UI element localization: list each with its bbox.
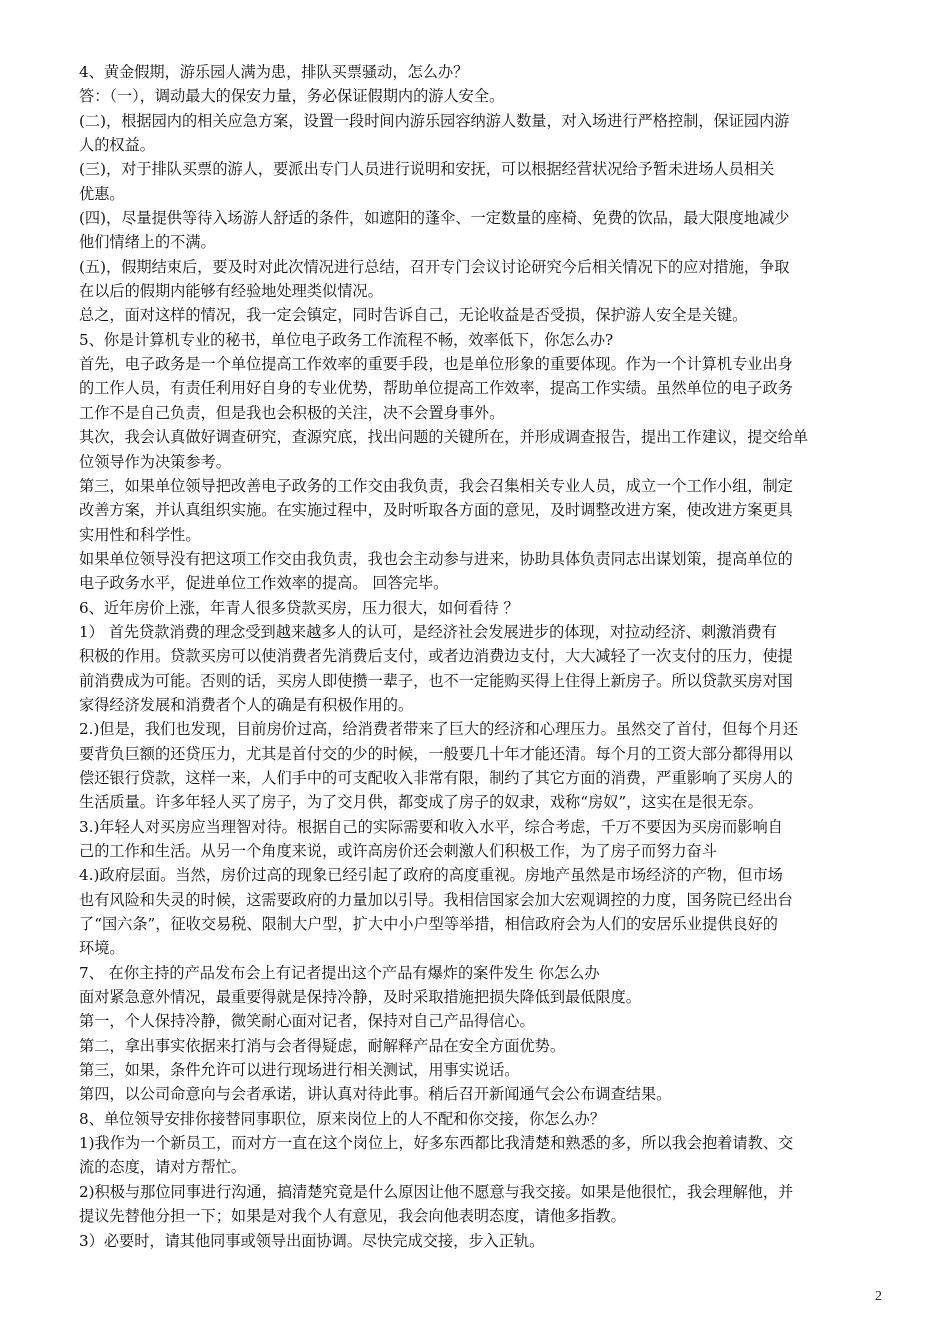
- text-line: (五)，假期结束后，要及时对此次情况进行总结，召开专门会议讨论研究今后相关情况下的应对措施，争取: [79, 257, 790, 276]
- text-line: 的工作人员，有责任利用好自身的专业优势，帮助单位提高工作效率，提高工作实绩。虽然单位的电子政务: [79, 379, 793, 398]
- text-line: 7、 在你主持的产品发布会上有记者提出这个产品有爆炸的案件发生 你怎么办: [79, 963, 600, 982]
- text-line: 3）必要时，请其他同事或领导出面协调。尽快完成交接，步入正轨。: [79, 1231, 545, 1250]
- text-line: 2.)但是，我们也发现，目前房价过高，给消费者带来了巨大的经济和心理压力。虽然交了首付，但每个月还: [79, 720, 799, 739]
- text-line: 第三，如果，条件允许可以进行现场进行相关测试，用事实说话。: [79, 1061, 520, 1080]
- text-line: 5、你是计算机专业的秘书，单位电子政务工作流程不畅，效率低下，你怎么办?: [79, 330, 614, 349]
- text-line: 6、近年房价上涨，年青人很多贷款买房，压力很大，如何看待 ？: [79, 598, 519, 617]
- text-line: 己的工作和生活。从另一个角度来说，或许高房价还会刺激人们积极工作，为了房子而努力奋斗: [79, 842, 717, 860]
- text-line: 8、单位领导安排你接替同事职位，原来岗位上的人不配和你交接，你怎么办？: [79, 1109, 606, 1128]
- text-line: 生活质量。许多年轻人买了房子，为了交月供，都变成了房子的奴隶，戏称“房奴”，这实在是很无奈。: [79, 793, 763, 812]
- text-line: 要背负巨额的还贷压力，尤其是首付交的少的时候，一般要几十年才能还清。每个月的工资大部分都得用以: [79, 744, 793, 763]
- text-line: 第四，以公司命意向与会者承诺，讲认真对待此事。稍后召开新闻通气会公布调查结果。: [79, 1085, 672, 1104]
- text-line: 家得经济发展和消费者个人的确是有积极作用的。: [79, 695, 414, 714]
- text-line: 优惠。: [79, 184, 125, 203]
- text-line: 1） 首先贷款消费的理念受到越来越多人的认可，是经济社会发展进步的体现，对拉动经济、刺激消费有: [79, 622, 777, 641]
- text-line: 积极的作用。贷款买房可以使消费者先消费后支付，或者边消费边支付，大大减轻了一次支付的压力，使提: [79, 647, 793, 666]
- text-line: 2)积极与那位同事进行沟通，搞清楚究竟是什么原因让他不愿意与我交接。如果是他很忙，我会理解他，并: [79, 1182, 794, 1201]
- text-line: 电子政务水平，促进单位工作效率的提高。 回答完毕。: [79, 574, 449, 593]
- text-line: 工作不是自己负责，但是我也会积极的关注，决不会置身事外。: [79, 403, 505, 422]
- text-line: 首先，电子政务是一个单位提高工作效率的重要手段，也是单位形象的重要体现。作为一个计算机专业出身: [79, 355, 793, 374]
- text-line: 第二，拿出事实依据来打消与会者得疑虑，耐解释产品在安全方面优势。: [79, 1036, 565, 1055]
- text-line: 如果单位领导没有把这项工作交由我负责，我也会主动参与进来，协助具体负责同志出谋划策，提高单位的: [79, 549, 793, 568]
- text-line: 4、黄金假期，游乐园人满为患，排队买票骚动，怎么办？: [79, 63, 469, 81]
- text-line: 第一，个人保持冷静，微笑耐心面对记者，保持对自己产品得信心。: [79, 1012, 535, 1031]
- text-line: 其次，我会认真做好调查研究，查源究底，找出问题的关键所在，并形成调查报告，提出工作建议，提交给单: [79, 428, 808, 447]
- page-number: 2: [875, 1289, 882, 1304]
- text-line: 在以后的假期内能够有经验地处理类似情况。: [79, 282, 383, 301]
- text-line: 位领导作为决策参考。: [79, 452, 231, 471]
- text-line: 偿还银行贷款，这样一来，人们手中的可支配收入非常有限，制约了其它方面的消费，严重影响了买房人的: [79, 768, 793, 787]
- text-line: 前消费成为可能。否则的话，买房人即使攒一辈子，也不一定能购买得上住得上新房子。所以贷款买房对国: [79, 671, 793, 690]
- text-line: 也有风险和失灵的时候，这需要政府的力量加以引导。我相信国家会加大宏观调控的力度，国务院已经出台: [79, 890, 793, 909]
- text-line: 改善方案，并认真组织实施。在实施过程中，及时听取各方面的意见，及时调整改进方案，使改进方案更具: [79, 501, 793, 520]
- text-line: 面对紧急意外情况，最重要得就是保持冷静，及时采取措施把损失降低到最低限度。: [79, 988, 641, 1007]
- text-line: (四)，尽量提供等待入场游人舒适的条件，如遮阳的蓬伞、一定数量的座椅、免费的饮品，最大限度地减少: [79, 209, 790, 228]
- text-line: 环境。: [79, 939, 125, 958]
- text-line: 他们情绪上的不满。: [79, 233, 216, 252]
- text-line: 了“国六条”，征收交易税、限制大户型，扩大中小户型等举措，相信政府会为人们的安居乐业提供良好的: [79, 915, 778, 934]
- text-line: 流的态度，请对方帮忙。: [79, 1158, 247, 1177]
- text-line: 实用性和科学性。: [79, 525, 201, 544]
- text-line: (二)，根据园内的相关应急方案，设置一段时间内游乐园容纳游人数量，对入场进行严格控制，保证园内游: [79, 111, 790, 130]
- text-line: 3.)年轻人对买房应当理智对待。根据自己的实际需要和收入水平，综合考虑，千万不要因为买房而影响自: [79, 817, 783, 836]
- text-line: 答：（一），调动最大的保安力量，务必保证假期内的游人安全。: [79, 87, 505, 106]
- text-line: 提议先替他分担一下；如果是对我个人有意见，我会向他表明态度，请他多指教。: [79, 1207, 626, 1226]
- text-line: 总之，面对这样的情况，我一定会镇定，同时告诉自己，无论收益是否受损，保护游人安全是关键。: [79, 306, 748, 325]
- text-line: 第三，如果单位领导把改善电子政务的工作交由我负责，我会召集相关专业人员，成立一个工作小组，制定: [79, 476, 793, 495]
- document-body: [79, 60, 884, 1253]
- text-line: 1)我作为一个新员工，而对方一直在这个岗位上，好多东西都比我清楚和熟悉的多，所以我会抱着请教、交: [79, 1134, 794, 1153]
- text-line: 人的权益。: [79, 136, 155, 155]
- text-line: 4.)政府层面。当然，房价过高的现象已经引起了政府的高度重视。房地产虽然是市场经济的产物，但市场: [79, 866, 783, 885]
- text-line: (三)，对于排队买票的游人，要派出专门人员进行说明和安抚，可以根据经营状况给予暂未进场人员相关: [79, 160, 775, 179]
